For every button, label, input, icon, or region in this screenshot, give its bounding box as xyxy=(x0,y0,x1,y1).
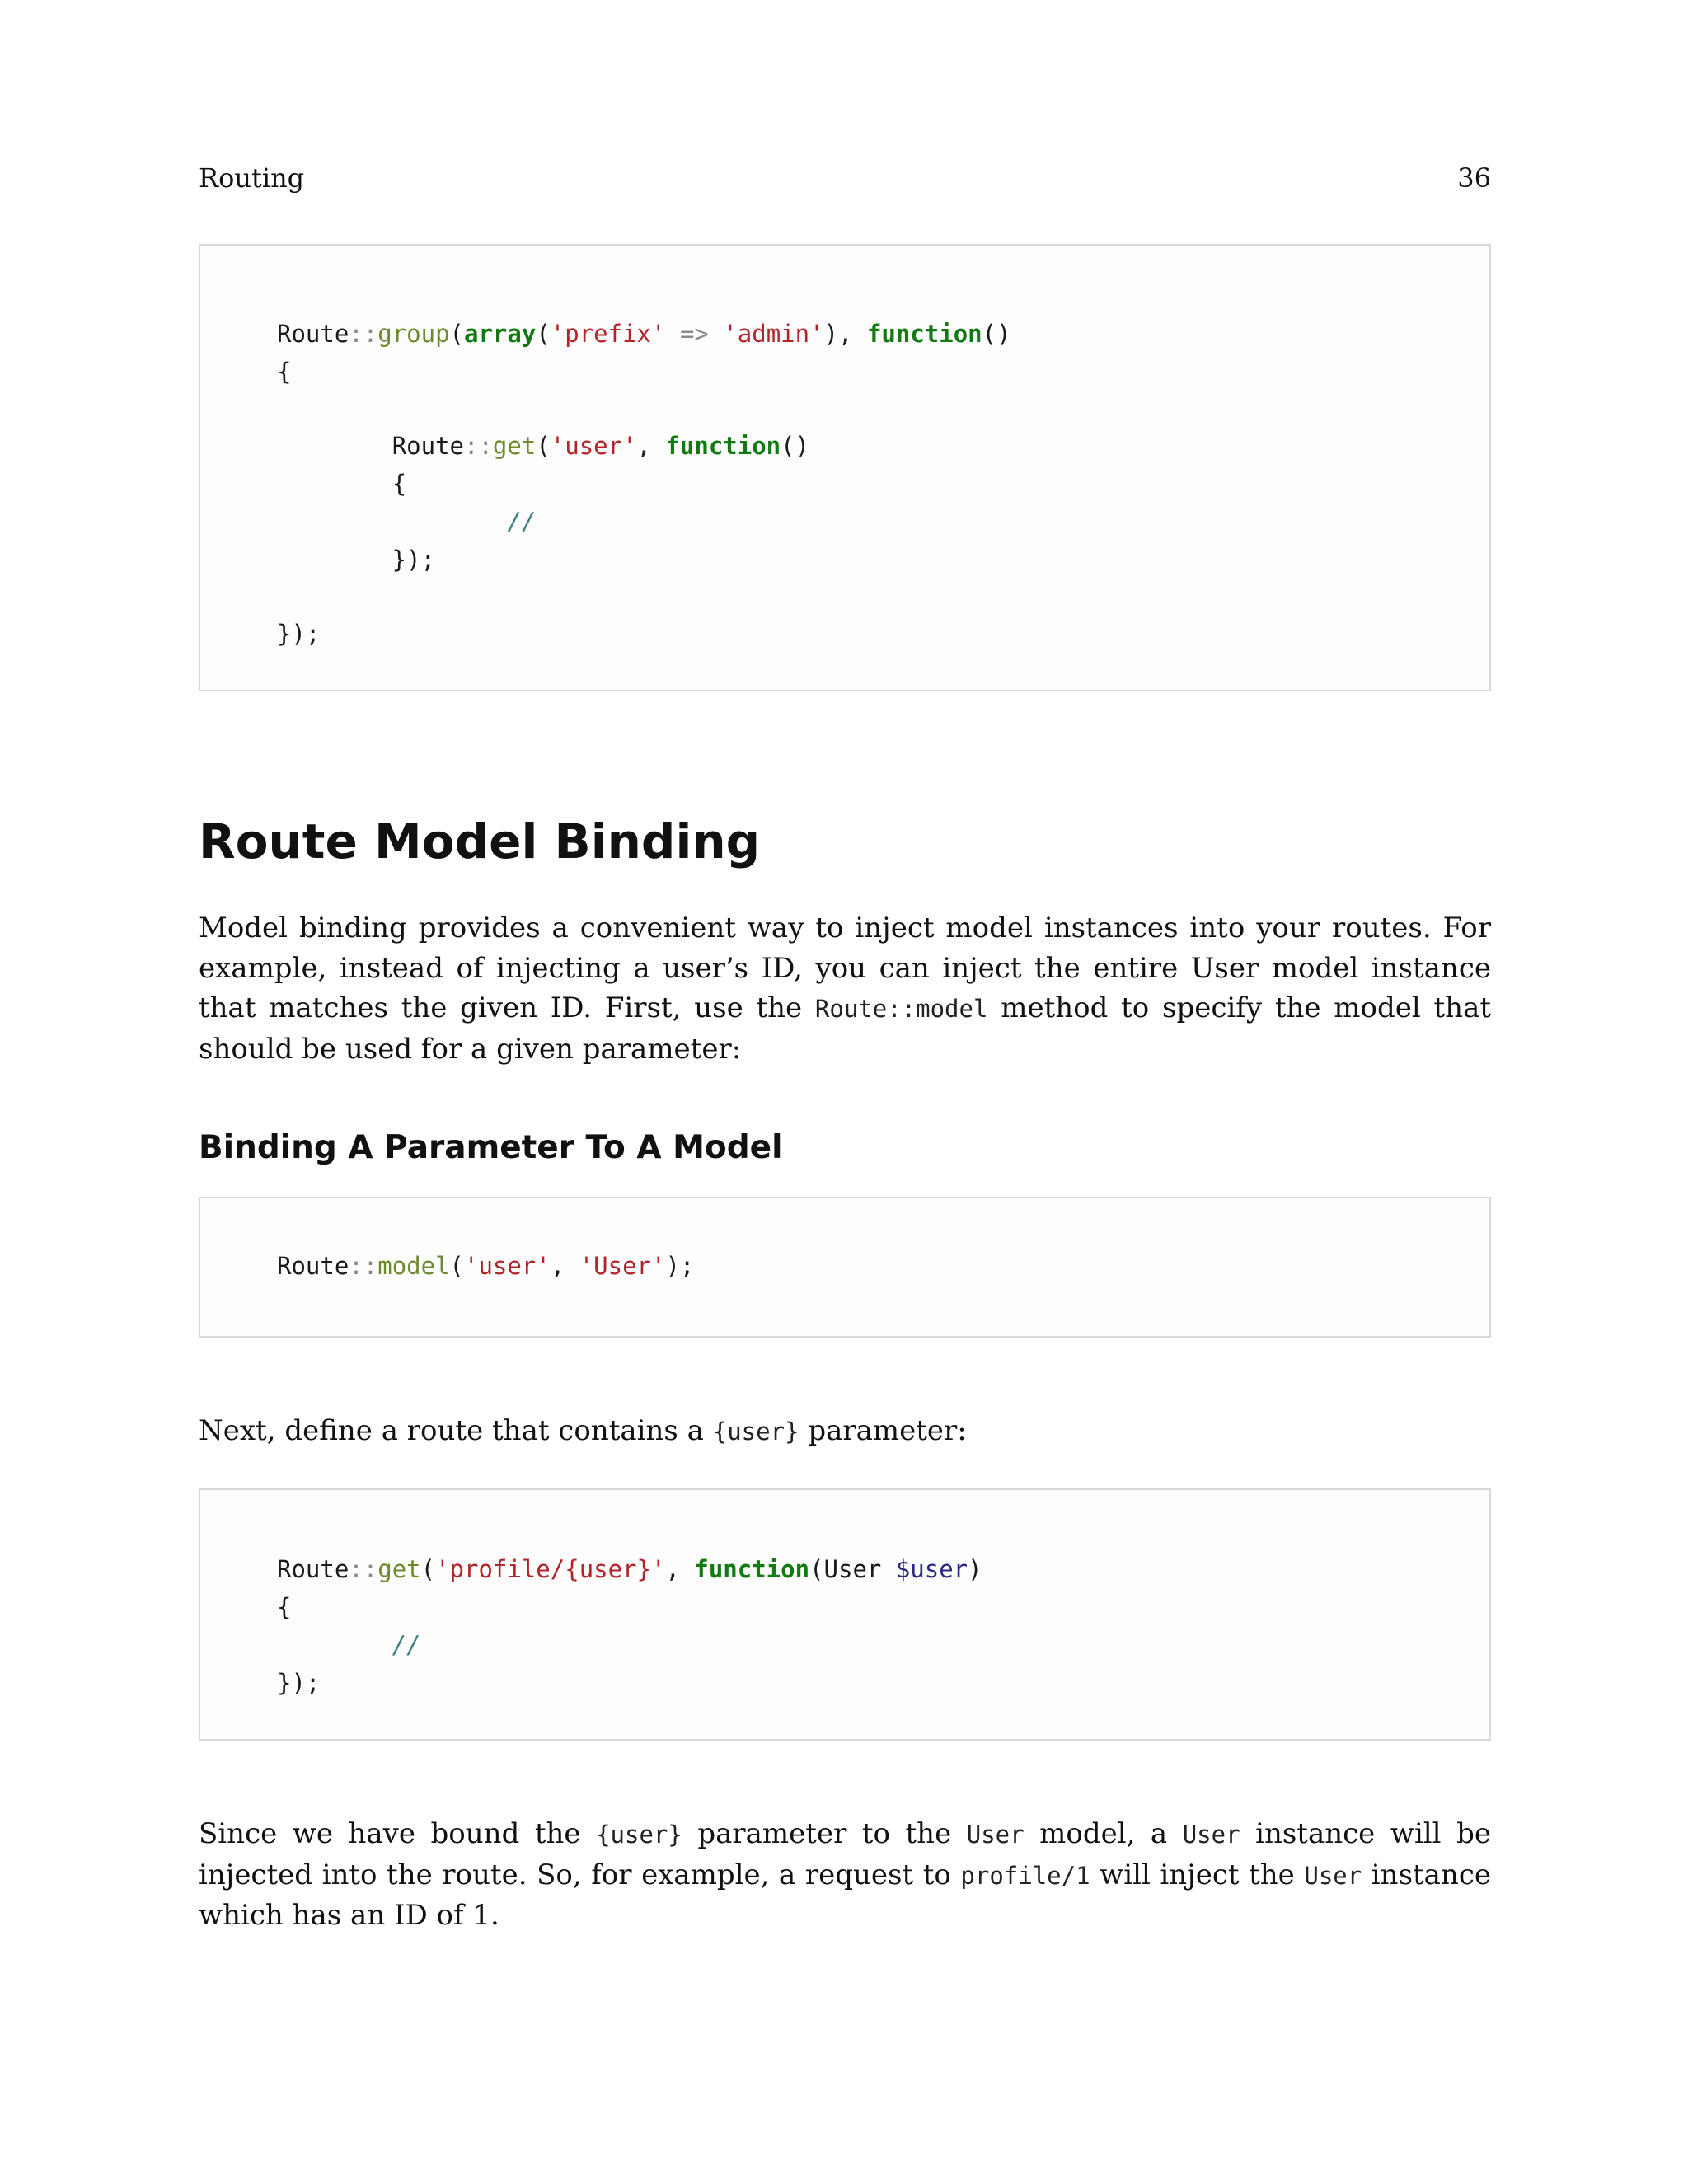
code-string: 'user' xyxy=(464,1252,551,1280)
inline-code-profile-url: profile/1 xyxy=(960,1861,1090,1890)
code-text xyxy=(277,508,507,536)
code-text: ) xyxy=(968,1555,982,1583)
code-keyword: function xyxy=(866,320,982,348)
code-lines xyxy=(277,1247,694,1285)
running-header-section: Routing xyxy=(199,162,305,194)
code-text xyxy=(709,320,723,348)
code-text: ), xyxy=(823,320,867,348)
code-method: get xyxy=(377,1555,421,1583)
closing-text-6: instance which has an ID of 1. xyxy=(199,1858,1491,1932)
page-number: 36 xyxy=(1457,162,1491,194)
code-text: , xyxy=(550,1252,579,1280)
subsection-title: Binding A Parameter To A Model xyxy=(199,1129,783,1166)
code-line xyxy=(277,1664,982,1702)
code-comment: // xyxy=(507,508,537,536)
code-text: { xyxy=(277,470,407,498)
inline-code-user-param: {user} xyxy=(712,1418,799,1446)
closing-text-4: instance will be injected into the route. So, for example, a request to xyxy=(199,1817,1491,1891)
closing-paragraph xyxy=(199,1814,1491,1936)
code-comment: // xyxy=(392,1631,421,1659)
code-text: , xyxy=(665,1555,695,1583)
intro-paragraph xyxy=(199,908,1491,1069)
code-operator: :: xyxy=(349,1555,378,1583)
code-text: }); xyxy=(277,546,436,574)
code-method: group xyxy=(377,320,450,348)
code-text: ( xyxy=(536,432,551,460)
code-line xyxy=(277,315,1011,353)
closing-text-2: parameter to the xyxy=(682,1817,967,1850)
code-text: Route xyxy=(277,1252,349,1280)
code-keyword: function xyxy=(665,432,781,460)
next-text-1: Next, define a route that contains a xyxy=(199,1414,713,1447)
code-string: 'prefix' xyxy=(550,320,666,348)
code-text: { xyxy=(277,358,292,386)
code-text: }); xyxy=(277,620,321,648)
code-lines xyxy=(277,315,1011,653)
closing-text-3: model, a xyxy=(1024,1817,1183,1850)
intro-text-1: Model binding provides a convenient way to inject model instances into your routes. For example, instead of injecting a user’s ID, you can inject the entire User model instance that matches the given ID. First, use the xyxy=(199,912,1491,1024)
code-text: Route xyxy=(277,320,349,348)
inline-code-user-class: User xyxy=(1182,1821,1240,1849)
code-string: 'User' xyxy=(579,1252,666,1280)
code-text: { xyxy=(277,1593,292,1621)
code-text: ( xyxy=(420,1555,436,1583)
code-text: ( xyxy=(809,1555,824,1583)
code-line xyxy=(277,427,1011,465)
code-line xyxy=(277,353,1011,391)
code-text: ( xyxy=(449,320,465,348)
code-operator: => xyxy=(679,320,709,348)
next-text-2: parameter: xyxy=(799,1414,967,1447)
code-line xyxy=(277,541,1011,579)
closing-text-5: will inject the xyxy=(1090,1858,1305,1891)
next-paragraph xyxy=(199,1411,1491,1452)
code-line xyxy=(277,1550,982,1588)
code-line xyxy=(277,615,1011,653)
code-line xyxy=(277,579,1011,615)
code-block-route-group xyxy=(199,244,1491,691)
code-line xyxy=(277,391,1011,427)
code-string: 'admin' xyxy=(723,320,824,348)
code-text: }); xyxy=(277,1669,321,1697)
code-line xyxy=(277,1247,694,1285)
inline-code-route-model: Route::model xyxy=(814,995,988,1023)
code-keyword: function xyxy=(694,1555,810,1583)
intro-text-2: method to specify the model that should be used for a given parameter: xyxy=(199,991,1491,1066)
code-text: Route xyxy=(392,432,464,460)
code-operator: :: xyxy=(464,432,493,460)
code-variable: $user xyxy=(895,1555,968,1583)
closing-text-1: Since we have bound the xyxy=(199,1817,597,1850)
code-text xyxy=(277,432,392,460)
code-string: 'profile/{user}' xyxy=(435,1555,666,1583)
inline-code-user-param: {user} xyxy=(596,1821,682,1849)
code-text: User xyxy=(823,1555,896,1583)
code-text xyxy=(277,1631,392,1659)
code-line xyxy=(277,1588,982,1626)
code-method: model xyxy=(377,1252,450,1280)
code-line xyxy=(277,503,1011,541)
code-text: () xyxy=(781,432,810,460)
code-text: Route xyxy=(277,1555,349,1583)
code-line xyxy=(277,1626,982,1664)
code-block-route-model xyxy=(199,1197,1491,1338)
code-string: 'user' xyxy=(550,432,637,460)
code-block-route-profile xyxy=(199,1488,1491,1741)
code-text: ( xyxy=(449,1252,465,1280)
code-method: get xyxy=(492,432,537,460)
code-operator: :: xyxy=(349,1252,378,1280)
code-text: () xyxy=(982,320,1011,348)
code-keyword: array xyxy=(464,320,537,348)
inline-code-user-class: User xyxy=(1304,1861,1362,1890)
code-text: , xyxy=(636,432,666,460)
section-title: Route Model Binding xyxy=(199,813,761,869)
inline-code-user-class: User xyxy=(966,1821,1025,1849)
code-text: ); xyxy=(665,1252,695,1280)
running-header xyxy=(199,160,1491,196)
code-operator: :: xyxy=(349,320,378,348)
code-line xyxy=(277,465,1011,503)
code-lines xyxy=(277,1550,982,1702)
code-text: ( xyxy=(536,320,551,348)
code-text xyxy=(665,320,679,348)
